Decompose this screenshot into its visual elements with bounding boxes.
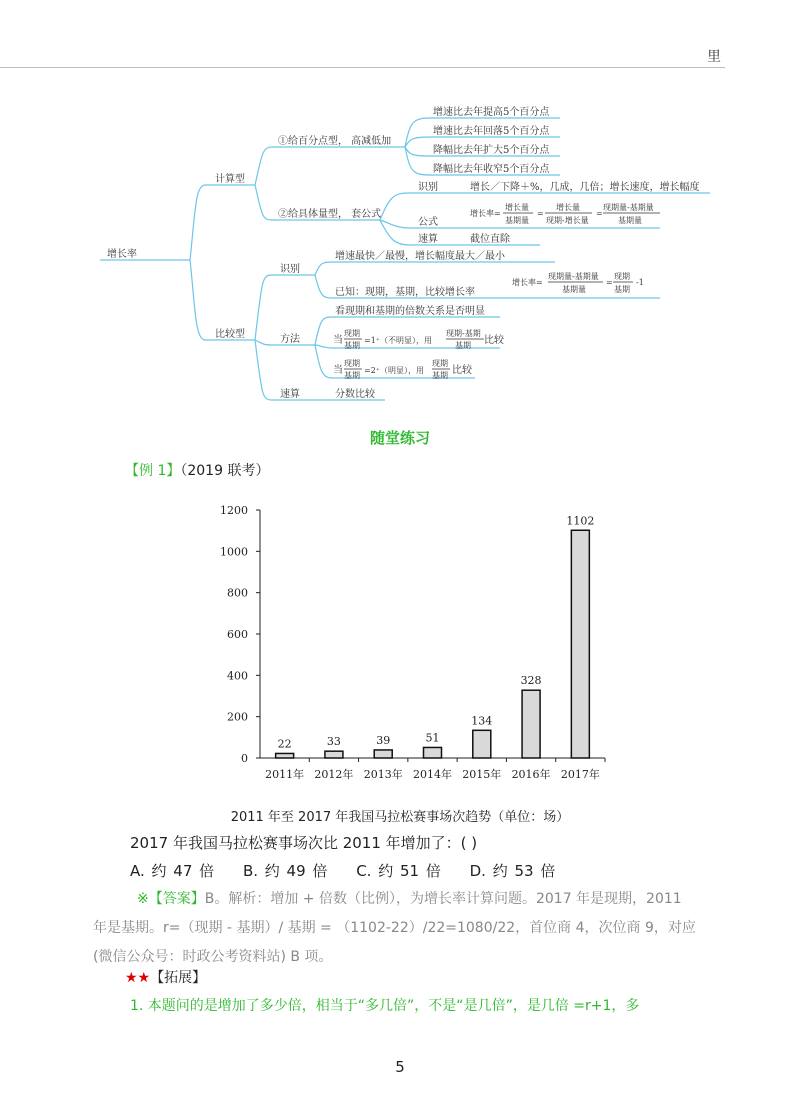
bar (473, 730, 491, 758)
header-text: 里 (707, 49, 721, 65)
formula-eq: = (606, 278, 613, 287)
mindmap-pct-type: ①给百分点型， 高减低加 (278, 136, 392, 147)
y-tick-label: 200 (227, 710, 248, 724)
mindmap-abs-recog-text: 增长／下降＋%，几成，几倍；增长速度，增长幅度 (470, 182, 700, 193)
options (130, 860, 577, 881)
chart-caption: 2011 年至 2017 年我国马拉松赛事场次趋势（单位：场） (230, 810, 570, 825)
x-tick-label: 2013年 (363, 768, 403, 781)
example-heading (125, 460, 269, 480)
section-title: 随堂练习 (369, 429, 430, 447)
method-den: 基期 (432, 371, 448, 380)
answer-line2: 年是基期。r=（现期 - 基期）/ 基期 = （1102-22）/22=1080/22，首位商 4，次位商 9，对应 (93, 920, 696, 936)
question-text: 2017 年我国马拉松赛事场次比 2011 年增加了：( ) (130, 834, 478, 852)
mindmap-abs-type: ②给具体量型， 套公式 (278, 209, 382, 220)
method-num: 现期-基期 (446, 329, 481, 338)
formula-eq: = (537, 209, 544, 218)
mindmap-abs-formula-label: 公式 (418, 217, 438, 228)
mindmap-pct-item: 增速比去年回落5个百分点 (433, 126, 550, 137)
x-tick-label: 2016年 (511, 768, 551, 781)
option-c: C. 约 51 倍 (356, 862, 441, 880)
bar (276, 753, 294, 758)
extension-text: 1. 本题问的是增加了多少倍，相当于“多几倍”，不是“是几倍”，是几倍 =r+1，多 (130, 998, 640, 1014)
answer-block (93, 885, 728, 972)
bar-value-label: 33 (326, 735, 341, 749)
formula-den: 基期量 (618, 216, 642, 225)
example-tag: 【例 1】 (125, 463, 181, 479)
mindmap-pct-item: 增速比去年提高5个百分点 (433, 107, 550, 118)
method-num: 现期 (344, 359, 360, 368)
bar (522, 690, 540, 758)
method-den: 基期 (344, 341, 360, 350)
mindmap-pct-item: 降幅比去年扩大5个百分点 (433, 145, 550, 156)
formula-den: 基期 (614, 285, 630, 294)
method-num: 现期 (432, 359, 448, 368)
extension-label: 【拓展】 (150, 970, 207, 986)
y-tick-label: 0 (241, 752, 248, 765)
mindmap-cmp-recog-item: 增速最快／最慢，增长幅度最大／最小 (335, 251, 505, 262)
bar-value-label: 51 (425, 731, 440, 745)
mindmap-cmp-recog-item: 已知：现期，基期，比较增长率 (335, 287, 475, 298)
method-den: 基期 (455, 341, 471, 350)
bar-value-label: 1102 (566, 514, 595, 528)
formula-num: 增长量 (556, 203, 580, 212)
y-tick-label: 600 (227, 628, 248, 641)
method-dang: 当 (333, 335, 343, 346)
bar (325, 751, 343, 758)
mindmap-compare: 比较型 (215, 329, 245, 340)
x-tick-label: 2015年 (462, 768, 502, 781)
x-tick-label: 2014年 (413, 768, 452, 781)
method-dang: 当 (333, 365, 343, 376)
formula-num: 现期量-基期量 (548, 272, 599, 281)
y-tick-label: 1200 (220, 504, 248, 517)
header-rule (0, 67, 725, 68)
mindmap-cmp-speed-text: 分数比较 (335, 389, 375, 400)
mindmap-abs-speed-text: 截位直除 (470, 234, 510, 245)
y-tick-label: 800 (227, 586, 248, 600)
answer-tag: ※【答案】 (137, 891, 205, 907)
formula-prefix: 增长率= (470, 209, 501, 218)
formula-den: 基期量 (505, 216, 529, 225)
mindmap-cmp-speed-label: 速算 (280, 389, 300, 400)
example-source: （2019 联考） (180, 463, 270, 479)
option-b: B. 约 49 倍 (242, 862, 328, 880)
method1-tail: 比较 (484, 335, 504, 346)
mindmap-abs-speed-label: 速算 (418, 234, 438, 245)
method1-cond: =1⁺（不明显），用 (364, 336, 433, 345)
option-a: A. 约 47 倍 (130, 862, 215, 880)
bar (374, 750, 392, 758)
method2-tail: 比较 (452, 365, 472, 376)
mindmap-root: 增长率 (107, 249, 137, 260)
method-den: 基期 (344, 371, 360, 380)
x-tick-label: 2017年 (560, 768, 600, 781)
y-tick-label: 1000 (220, 545, 248, 559)
bar-value-label: 134 (471, 714, 493, 728)
formula-minus: -1 (636, 278, 644, 287)
bar (571, 530, 589, 758)
mindmap-abs-recog-label: 识别 (418, 182, 438, 193)
method-num: 现期 (344, 329, 360, 338)
formula-num: 现期 (614, 272, 630, 281)
answer-line1: B。解析：增加 + 倍数（比例），为增长率计算问题。2017 年是现期，2011 (204, 891, 682, 907)
star-icon: ★★ (125, 970, 151, 986)
mindmap-method-label: 方法 (280, 334, 300, 345)
formula-eq: = (596, 209, 603, 218)
method2-cond: =2⁺（明显），用 (364, 366, 425, 375)
bar-value-label: 328 (520, 674, 542, 688)
bar (424, 747, 442, 758)
formula-prefix: 增长率= (512, 278, 543, 287)
formula-den: 基期量 (562, 285, 586, 294)
mindmap-calc: 计算型 (215, 174, 245, 185)
mindmap-cmp-recog-label: 识别 (280, 264, 300, 275)
formula-num: 增长量 (505, 203, 529, 212)
bar-value-label: 39 (376, 733, 391, 747)
growth-rate-mindmap (0, 95, 800, 415)
x-tick-label: 2012年 (314, 768, 354, 781)
extension-heading (125, 967, 206, 987)
bar-value-label: 22 (277, 737, 292, 751)
answer-line3: (微信公众号：时政公考资料站) B 项。 (93, 949, 333, 965)
mindmap-method-title: 看现期和基期的倍数关系是否明显 (335, 306, 485, 317)
x-tick-label: 2011年 (265, 768, 305, 781)
formula-num: 现期量-基期量 (603, 203, 654, 212)
option-d: D. 约 53 倍 (469, 862, 556, 880)
page-number: 5 (395, 1058, 405, 1076)
y-tick-label: 400 (227, 669, 248, 683)
formula-den: 现期-增长量 (546, 216, 589, 225)
marathon-bar-chart (210, 500, 610, 790)
mindmap-pct-item: 降幅比去年收窄5个百分点 (433, 164, 550, 175)
